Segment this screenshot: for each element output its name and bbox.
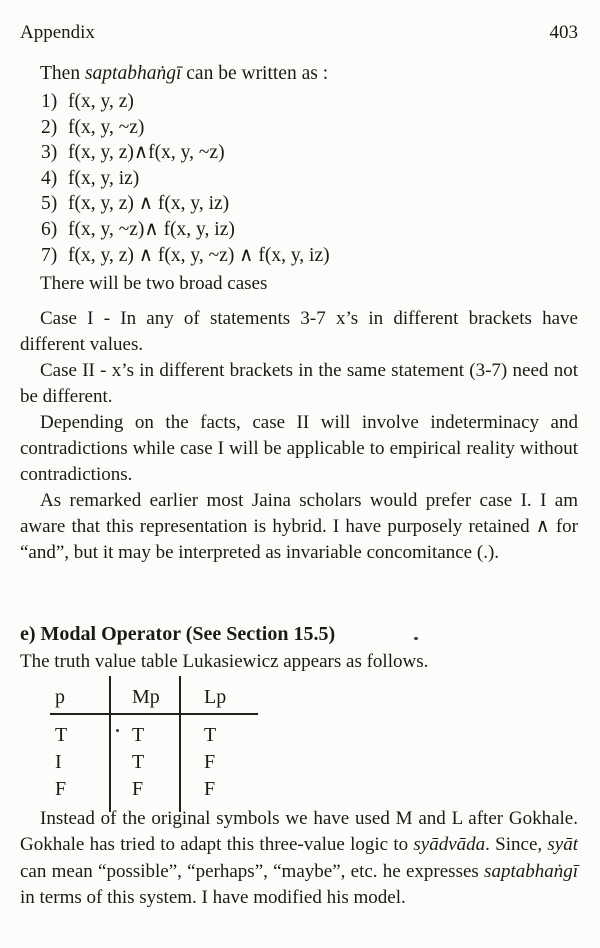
text-segment: . Since, (485, 834, 548, 856)
italic-term: syādvāda (413, 834, 486, 856)
table-cell: T (50, 714, 110, 749)
item-number: 7) (41, 244, 58, 266)
text-segment: As remarked earlier most Jaina scholars would prefer case I. I am aware that this representation is hybrid. I have purposely retained ∧ for “and”, but it may be interpreted as invariable concomitance (.). (20, 490, 578, 563)
table-cell: T (204, 724, 217, 746)
table-header-row (50, 676, 258, 714)
paragraph (20, 806, 578, 912)
truth-table (50, 676, 258, 812)
table-cell: T (110, 749, 180, 776)
table-column-header: Mp (110, 676, 180, 714)
table-cell: T (110, 714, 180, 749)
table-cell: F (204, 751, 216, 773)
formula-list-item (41, 166, 580, 192)
table-column-header: Lp (180, 676, 258, 714)
table-row (50, 749, 258, 776)
formula-text: f(x, y, z)∧f(x, y, ~z) (68, 142, 225, 164)
formula-list-item (41, 191, 580, 217)
table-cell: F (50, 776, 110, 812)
text-segment: Case I - In any of statements 3-7 x’s in different brackets have different values. (20, 308, 578, 355)
formula-text: f(x, y, ~z) (68, 116, 145, 138)
body-paragraphs (20, 271, 578, 566)
text-segment: Case II - x’s in different brackets in the same statement (3-7) need not be different. (20, 360, 578, 407)
formula-text: f(x, y, z) (68, 91, 134, 112)
text-segment: can mean “possible”, “perhaps”, “maybe”, etc. he expresses (20, 860, 485, 882)
item-number: 2) (41, 116, 58, 138)
text-segment: Instead of the original symbols we have used M and L after Gokhale. Gokhale has tried to adapt this three-value logic to (20, 808, 578, 856)
formula-list (41, 89, 580, 268)
formula-text: f(x, y, z) ∧ f(x, y, ~z) ∧ f(x, y, iz) (68, 244, 330, 266)
section-lead: The truth value table Lukasiewicz appears as follows. (20, 651, 429, 672)
page-header (20, 22, 578, 44)
text-segment: can be written as : (181, 63, 329, 84)
item-number: 5) (41, 193, 58, 215)
item-number: 1) (41, 91, 58, 112)
paragraph (20, 306, 578, 358)
table-cell: F (204, 778, 216, 800)
section-heading: e) Modal Operator (See Section 15.5) (20, 623, 336, 645)
intro-line (40, 61, 580, 87)
table-cell: I (50, 749, 110, 776)
formula-list-item (41, 217, 580, 243)
section-modal-operator (20, 620, 580, 675)
item-number: 6) (41, 218, 58, 240)
item-number: 3) (41, 142, 58, 164)
text-segment: Then (40, 63, 85, 84)
text-segment: Depending on the facts, case II will involve indeterminacy and contradictions while case I will be applicable to empirical reality without contradictions. (20, 412, 578, 485)
italic-term: syāt (547, 834, 578, 856)
formula-list-item (41, 115, 580, 141)
text-segment: There will be two broad cases (40, 273, 268, 294)
paragraph (20, 488, 578, 566)
closing-paragraph (20, 806, 578, 912)
formula-list-item (41, 89, 580, 115)
running-head: Appendix (20, 22, 95, 43)
item-number: 4) (41, 167, 58, 189)
formula-text: f(x, y, ~z)∧ f(x, y, iz) (68, 218, 235, 240)
text-segment: in terms of this system. I have modified his model. (20, 887, 406, 909)
table-row (50, 714, 258, 749)
paragraph (20, 271, 578, 297)
table-cell: F (110, 776, 180, 812)
italic-term: saptabhaṅgī (484, 860, 578, 882)
formula-text: f(x, y, iz) (68, 167, 140, 189)
table-column-header: p (50, 676, 110, 714)
italic-term: saptabhaṅgī (84, 63, 182, 84)
formula-text: f(x, y, z) ∧ f(x, y, iz) (68, 193, 230, 215)
print-artifact-dot (414, 637, 418, 640)
paragraph (20, 358, 578, 410)
formula-list-item (41, 140, 580, 166)
paragraph (20, 410, 578, 488)
formula-list-item (41, 243, 580, 269)
page-number: 403 (549, 22, 578, 43)
